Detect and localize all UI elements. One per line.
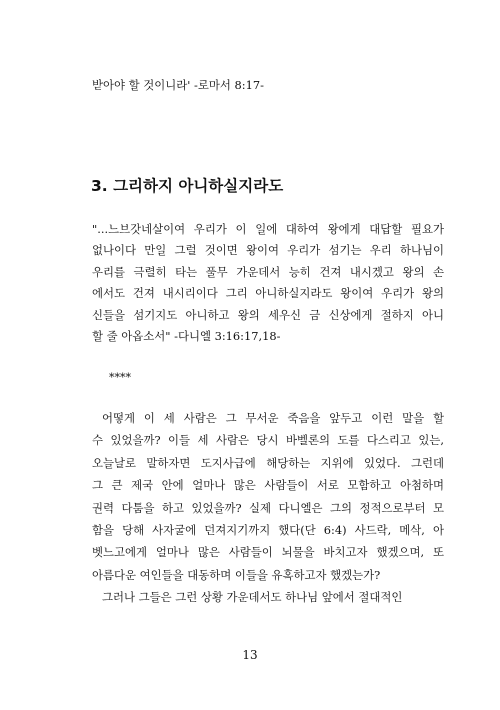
body-line: 벳느고에게 얼마나 많은 사람들이 뇌물을 바치고자 했겠으며, 또 [92, 545, 444, 560]
body-paragraph [92, 407, 444, 609]
body-line: 아름다운 여인들을 대동하며 이들을 유혹하고자 했겠는가? [92, 567, 381, 582]
section-separator: **** [109, 371, 131, 384]
quote-line: 에서도 건져 내시리이다 그리 아니하실지라도 왕이여 우리가 왕의 [92, 286, 444, 301]
body-line: 그 큰 제국 안에 얼마나 많은 사람들이 서로 모함하고 아첨하며 [92, 478, 445, 493]
body-line: 권력 다툼을 하고 있었을까? 실제 다니엘은 그의 정적으로부터 모 [92, 500, 444, 515]
body-line: 오늘날로 말하자면 도지사급에 해당하는 지위에 있었다. 그런데 [92, 455, 444, 470]
quote-line: 우리를 극렬히 타는 풀무 가운데서 능히 건져 내시겠고 왕의 손 [92, 264, 444, 279]
body-line: 함을 당해 사자굴에 던져지기까지 했다(단 6:4) 사드락, 메삭, 아 [92, 522, 444, 537]
scripture-quote [92, 219, 444, 347]
body-line: 수 있었을까? 이들 세 사람은 당시 바벨론의 도를 다스리고 있는, [92, 433, 444, 448]
quote-line: 할 줄 아옵소서" -다니엘 3:16:17,18- [92, 328, 281, 343]
body-line: 그러나 그들은 그런 상황 가운데서도 하나님 앞에서 절대적인 [102, 590, 403, 605]
previous-section-tail: 받아야 할 것이니라' -로마서 8:17- [92, 78, 264, 92]
quote-line: "...느브갓네살이여 우리가 이 일에 대하여 왕에게 대답할 필요가 [92, 222, 444, 236]
page-number: 13 [242, 648, 258, 662]
quote-line: 신들을 섬기지도 아니하고 왕의 세우신 금 신상에게 절하지 아니 [92, 307, 444, 322]
body-line: 어떻게 이 세 사람은 그 무서운 죽음을 앞두고 이런 말을 할 [102, 411, 444, 425]
quote-line: 없나이다 만일 그럴 것이면 왕이여 우리가 섬기는 우리 하나님이 [92, 243, 444, 258]
section-heading: 3. 그리하지 아니하실지라도 [91, 177, 284, 195]
